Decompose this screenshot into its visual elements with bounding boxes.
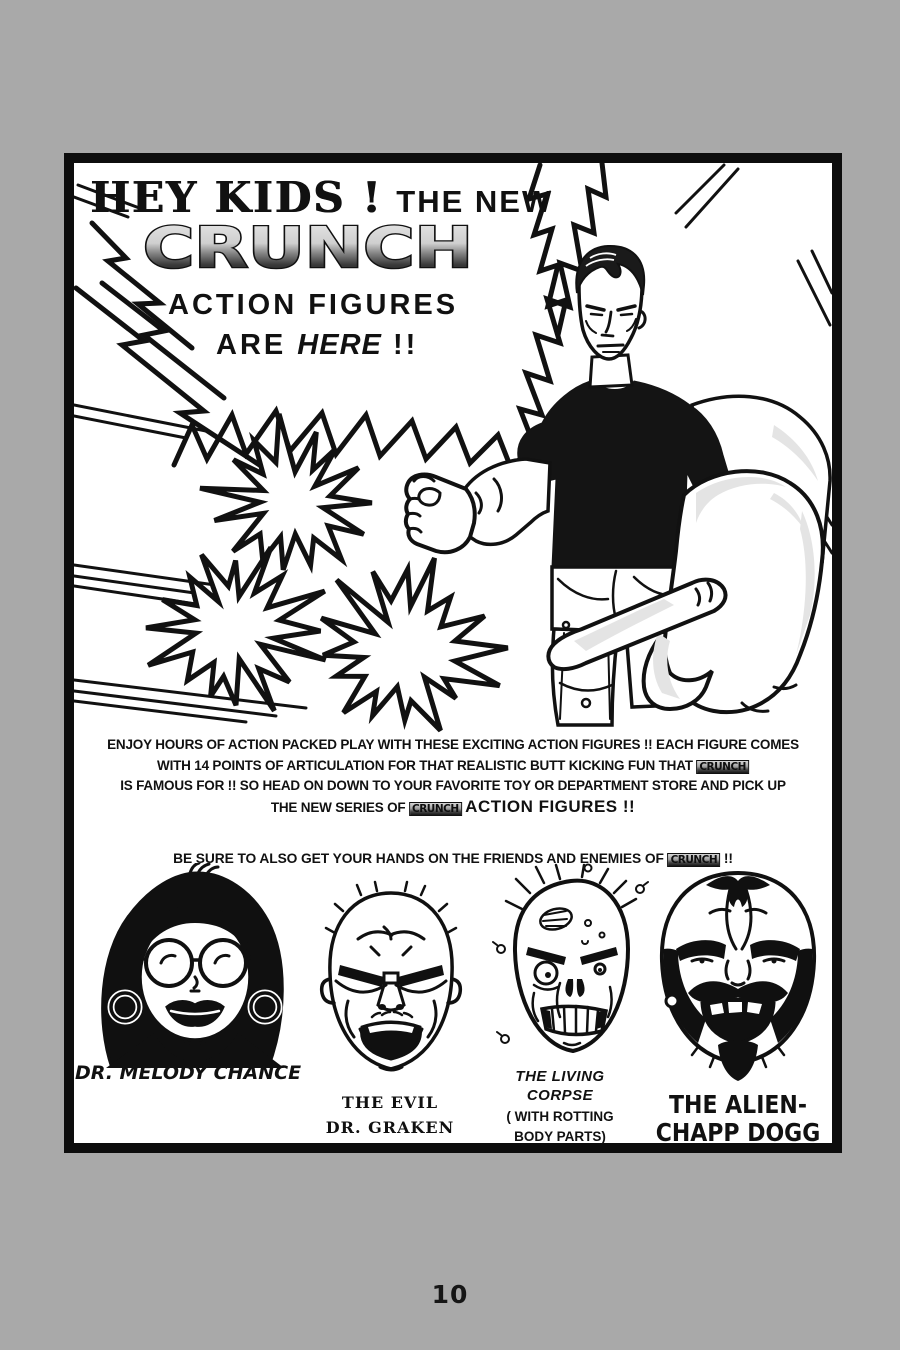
caption-corpse-note2: BODY PARTS)	[514, 1129, 606, 1144]
caption-graken-line1: THE EVIL	[341, 1093, 439, 1112]
caption-corpse-line1: THE LIVING	[515, 1068, 605, 1085]
body-copy-line-4: THE NEW SERIES OF CRUNCH ACTION FIGURES !!	[270, 796, 636, 816]
subtitle-here: HERE	[297, 329, 382, 361]
headline-hey-kids: HEY KIDS !	[90, 173, 383, 222]
caption-melody-chance: DR. MELODY CHANCE	[74, 1062, 302, 1084]
portrait-alien-chapp-dogg	[649, 861, 827, 1086]
caption-chapp-line1: THE ALIEN-	[669, 1090, 807, 1119]
subtitle-action-figures: ACTION FIGURES	[168, 289, 459, 321]
caption-corpse-line2: CORPSE	[526, 1087, 594, 1104]
portrait-living-corpse	[489, 863, 653, 1063]
body-copy-line-3: IS FAMOUS FOR !! SO HEAD ON DOWN TO YOUR FAVORITE TOY OR DEPARTMENT STORE AND PICK UP	[120, 778, 786, 793]
body-copy	[107, 735, 799, 818]
crunch-chip-icon: CRUNCH	[696, 760, 749, 774]
body-copy-line-1: ENJOY HOURS OF ACTION PACKED PLAY WITH THESE EXCITING ACTION FIGURES !! EACH FIGURE COMES	[107, 737, 799, 752]
body-copy-line-2: WITH 14 POINTS OF ARTICULATION FOR THAT REALISTIC BUTT KICKING FUN THAT CRUNCH	[107, 756, 799, 777]
portrait-dr-graken	[309, 879, 473, 1079]
subtitle-bangs: !!	[392, 329, 419, 361]
starburst-icon	[321, 558, 508, 730]
caption-graken-line2: DR. GRAKEN	[325, 1118, 455, 1137]
crunch-logo-art	[138, 215, 478, 281]
crunch-chip-icon: CRUNCH	[409, 802, 462, 816]
subtitle-are: ARE	[216, 329, 287, 361]
headline-the-new: THE NEW	[396, 184, 554, 219]
comic-ad-panel	[64, 153, 842, 1153]
starburst-icon	[146, 547, 326, 711]
portrait-melody-chance	[96, 863, 294, 1068]
subtitle-are-here	[216, 329, 418, 362]
crunch-logo-text: CRUNCH	[143, 216, 473, 281]
crunch-logo	[138, 215, 478, 281]
crunch-chip-icon: CRUNCH	[668, 853, 721, 867]
caption-chapp-line2: CHAPP DOGG	[655, 1118, 821, 1147]
caption-corpse-note1: ( WITH ROTTING	[506, 1109, 614, 1124]
starburst-icons	[146, 414, 508, 731]
friends-line: BE SURE TO ALSO GET YOUR HANDS ON THE FRIENDS AND ENEMIES OF CRUNCH !!	[173, 851, 733, 866]
page-number: 10	[431, 1280, 469, 1309]
